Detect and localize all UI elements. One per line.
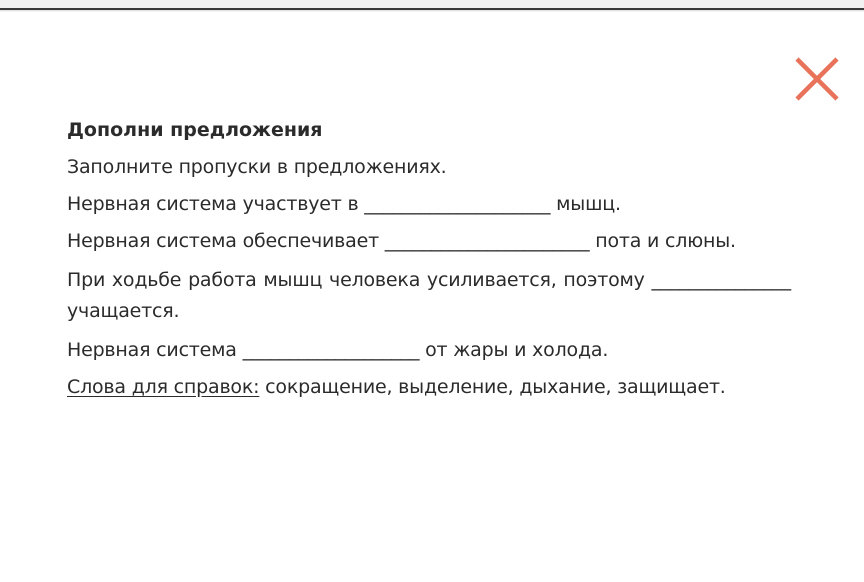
sentence-3-after: учащается. (67, 300, 180, 322)
sentence-2-before: Нервная система обеспечивает (67, 230, 385, 252)
exercise-card (67, 112, 791, 411)
close-button[interactable] (790, 52, 844, 106)
window-top-border (0, 0, 864, 12)
sentence-4-before: Нервная система (67, 339, 243, 361)
sentence-3-before: При ходьбе работа мышц человека усиливается, поэтому (67, 269, 652, 291)
sentence-1-blank[interactable]: ____________________ (364, 193, 551, 215)
sentence-2-after: пота и слюны. (589, 230, 736, 252)
sentence-2-blank[interactable]: ______________________ (384, 230, 590, 252)
sentence-4 (67, 335, 791, 366)
hint-label: Слова для справок: (67, 376, 260, 398)
sentence-4-blank[interactable]: ___________________ (242, 339, 420, 361)
sentence-1 (67, 189, 791, 220)
sentence-3 (67, 265, 791, 327)
hint-words: сокращение, выделение, дыхание, защищает. (259, 376, 726, 398)
sentence-1-after: мышц. (550, 193, 621, 215)
close-icon (790, 52, 844, 106)
sentence-1-before: Нервная система участвует в (67, 193, 365, 215)
sentence-3-blank[interactable]: _______________ (651, 269, 791, 291)
exercise-title: Дополни предложения (67, 119, 323, 141)
hint-line (67, 372, 791, 403)
exercise-instruction: Заполните пропуски в предложениях. (67, 156, 447, 178)
sentence-4-after: от жары и холода. (419, 339, 609, 361)
sentence-2 (67, 226, 791, 257)
